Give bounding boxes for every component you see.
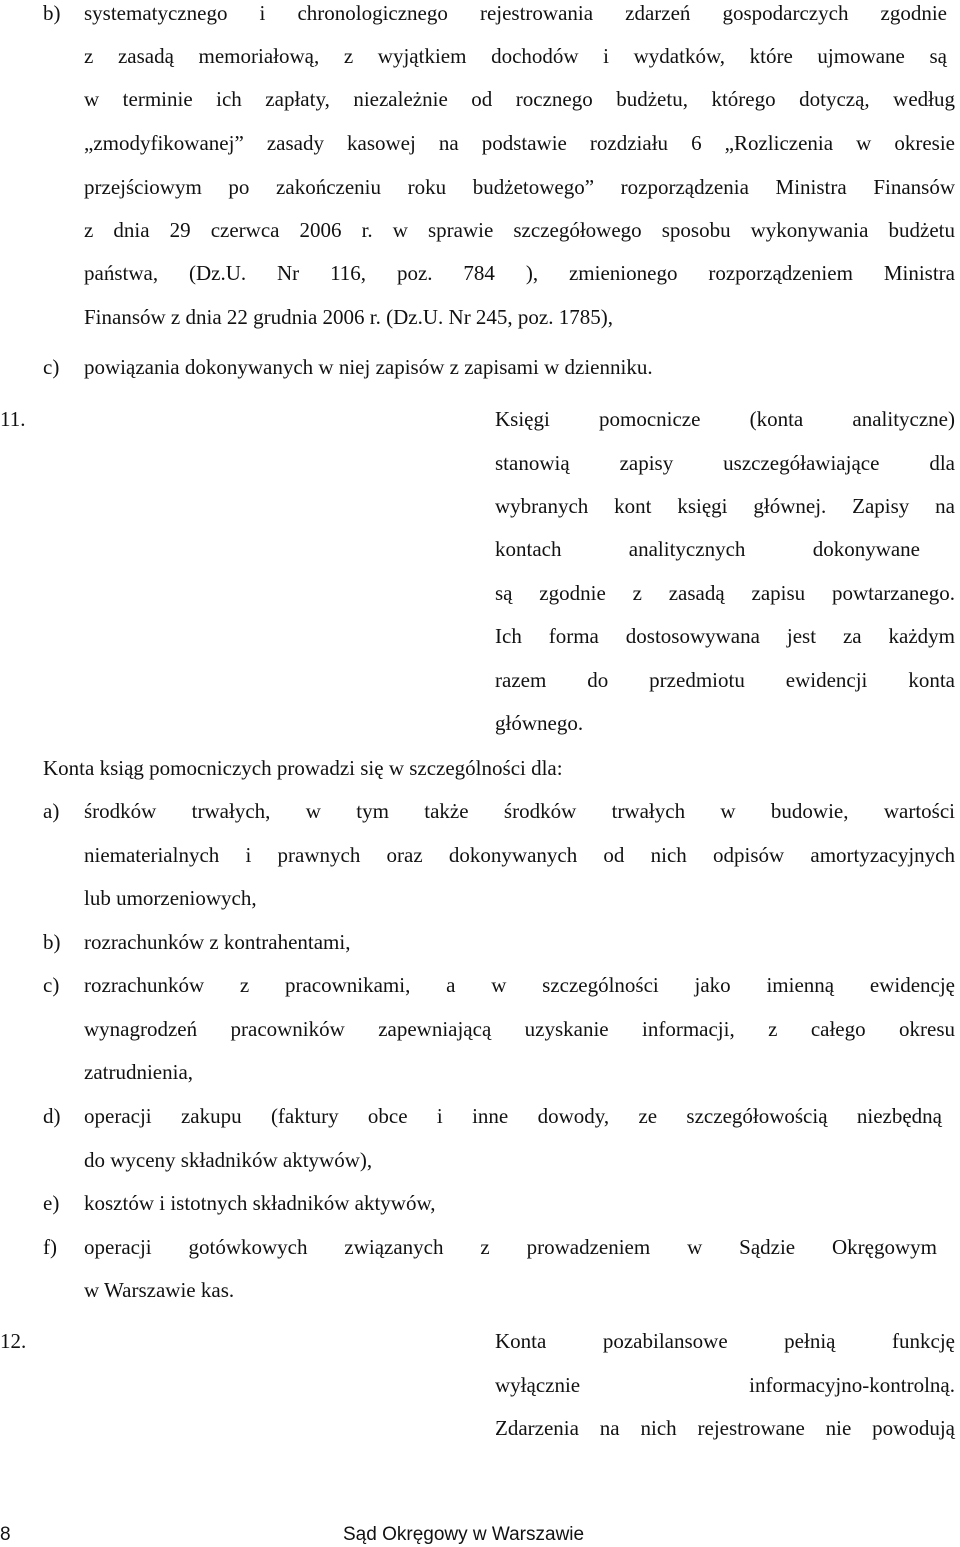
text-line: w terminie ich zapłaty, niezależnie od rocznego budżetu, którego dotyczą, według bbox=[84, 87, 955, 111]
page-number: 8 bbox=[0, 1524, 11, 1545]
list-item-line: rozrachunków z kontrahentami, bbox=[84, 930, 351, 954]
list-label-b: b) bbox=[43, 930, 61, 954]
text-line: z zasadą memoriałową, z wyjątkiem dochodów i wydatków, które ujmowane są bbox=[84, 44, 947, 68]
text-line: „zmodyfikowanej” zasady kasowej na podstawie rozdziału 6 „Rozliczenia w okresie bbox=[84, 131, 955, 155]
list-item-line: niematerialnych i prawnych oraz dokonywanych od nich odpisów amortyzacyjnych bbox=[84, 843, 955, 867]
section-11-line: razem do przedmiotu ewidencji konta bbox=[495, 668, 955, 692]
list-item-line: lub umorzeniowych, bbox=[84, 886, 257, 910]
text-line: powiązania dokonywanych w niej zapisów z zapisami w dzienniku. bbox=[84, 355, 653, 379]
list-item-line: w Warszawie kas. bbox=[84, 1278, 235, 1302]
list-label-f: f) bbox=[43, 1235, 57, 1259]
section-12-line: wyłącznie informacyjno-kontrolną. bbox=[495, 1373, 955, 1397]
list-label-e: e) bbox=[43, 1191, 60, 1215]
text-line: z dnia 29 czerwca 2006 r. w sprawie szczegółowego sposobu wykonywania budżetu bbox=[84, 218, 955, 242]
section-11-line: głównego. bbox=[495, 711, 584, 735]
section-11-line: Ich forma dostosowywana jest za każdym bbox=[495, 624, 955, 648]
section-number-11: 11. bbox=[0, 407, 26, 431]
item-label-c: c) bbox=[43, 355, 60, 379]
text-line: państwa, (Dz.U. Nr 116, poz. 784 ), zmienionego rozporządzeniem Ministra bbox=[84, 261, 955, 285]
list-item-line: środków trwałych, w tym także środków trwałych w budowie, wartości bbox=[84, 799, 955, 823]
list-intro: Konta ksiąg pomocniczych prowadzi się w szczególności dla: bbox=[43, 756, 563, 780]
section-number-12: 12. bbox=[0, 1329, 27, 1353]
list-item-line: operacji zakupu (faktury obce i inne dowody, ze szczegółowością niezbędną bbox=[84, 1104, 942, 1128]
text-line: systematycznego i chronologicznego rejestrowania zdarzeń gospodarczych zgodnie bbox=[84, 1, 947, 25]
section-11-line: są zgodnie z zasadą zapisu powtarzanego. bbox=[495, 581, 955, 605]
list-item-line: wynagrodzeń pracowników zapewniającą uzyskanie informacji, z całego okresu bbox=[84, 1017, 955, 1041]
list-label-a: a) bbox=[43, 799, 60, 823]
list-item-line: operacji gotówkowych związanych z prowadzeniem w Sądzie Okręgowym bbox=[84, 1235, 937, 1259]
list-item-line: do wyceny składników aktywów), bbox=[84, 1148, 373, 1172]
item-label-b: b) bbox=[43, 1, 61, 25]
section-11-line: stanowią zapisy uszczegóławiające dla bbox=[495, 451, 955, 475]
list-item-line: zatrudnienia, bbox=[84, 1060, 194, 1084]
list-label-d: d) bbox=[43, 1104, 61, 1128]
section-11-line: wybranych kont księgi głównej. Zapisy na bbox=[495, 494, 955, 518]
list-label-c: c) bbox=[43, 973, 60, 997]
text-line: Finansów z dnia 22 grudnia 2006 r. (Dz.U. Nr 245, poz. 1785), bbox=[84, 305, 613, 329]
section-12-line: Konta pozabilansowe pełnią funkcję bbox=[495, 1329, 955, 1353]
section-11-line: kontach analitycznych dokonywane bbox=[495, 537, 920, 561]
text-line: przejściowym po zakończeniu roku budżetowego” rozporządzenia Ministra Finansów bbox=[84, 175, 955, 199]
section-11-line: Księgi pomocnicze (konta analityczne) bbox=[495, 407, 955, 431]
footer-court-name: Sąd Okręgowy w Warszawie bbox=[343, 1524, 585, 1545]
section-12-line: Zdarzenia na nich rejestrowane nie powodują bbox=[495, 1416, 955, 1440]
list-item-line: rozrachunków z pracownikami, a w szczególności jako imienną ewidencję bbox=[84, 973, 955, 997]
list-item-line: kosztów i istotnych składników aktywów, bbox=[84, 1191, 436, 1215]
